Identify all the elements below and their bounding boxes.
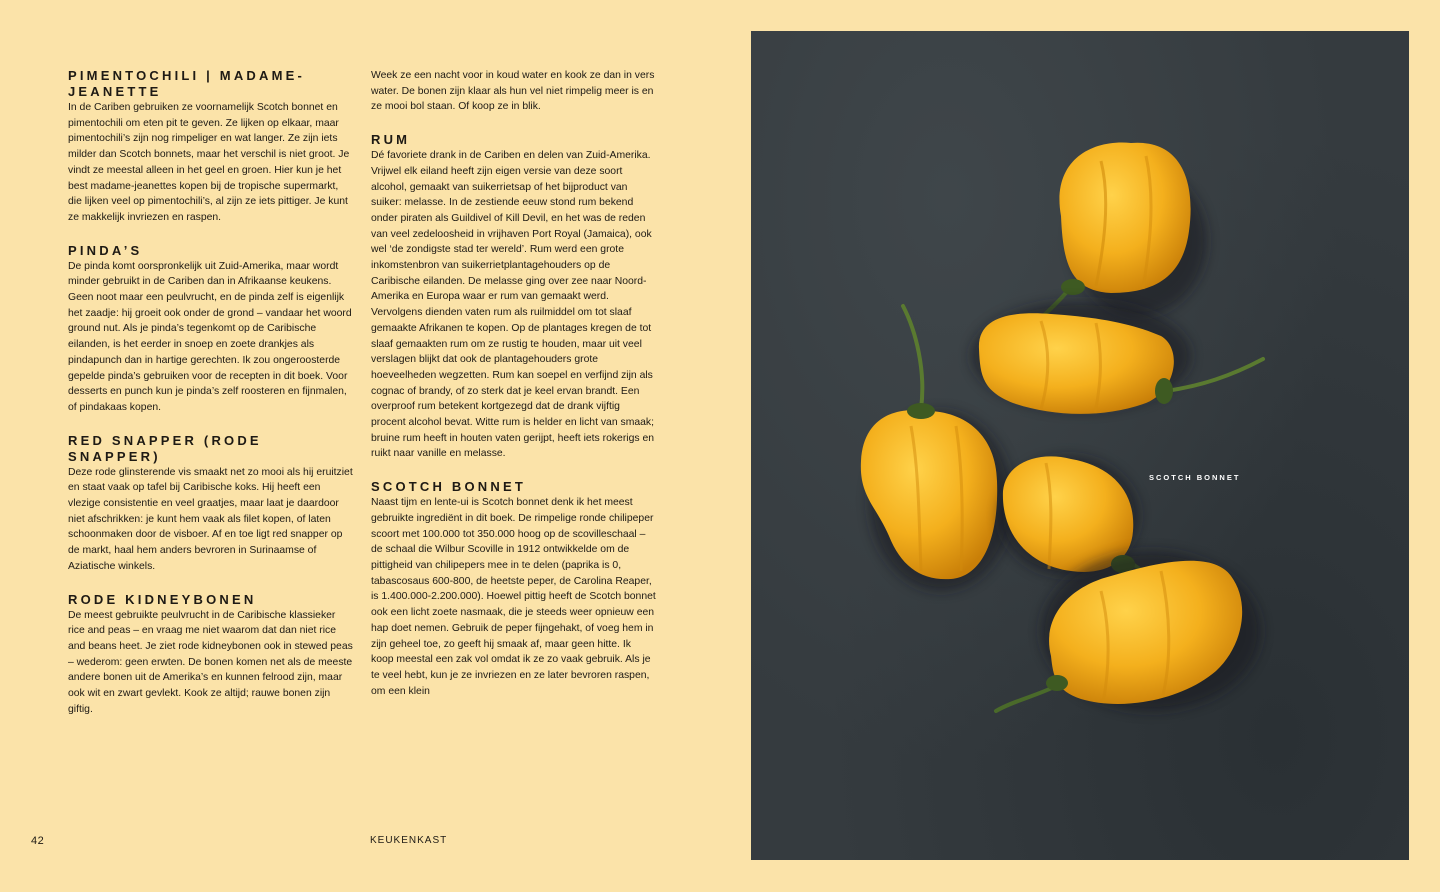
entry-heading: RED SNAPPER (RODE SNAPPER) [68, 432, 262, 464]
entry-body: De pinda komt oorspronkelijk uit Zuid-Amerika, maar wordt minder gebruikt in de Cariben dan in Afrikaanse keukens. Geen noot maar een peulvrucht, en de pinda zelf is eigenlijk het zaadje: hij groeit ook onder de grond – vandaar het woord ground nut. Als je pinda’s tegenkomt op de Caribische eilanden, is het eerder in snoep en zoete drankjes als pindapunch dan in hartige gerechten. Ik zou ongeroosterde gepelde pinda’s gebruiken voor de recepten in dit boek. Voor desserts en punch kun je pinda’s zelf roosteren en fijnmalen, of pindakaas kopen. [68, 260, 352, 413]
entry-body: Deze rode glinsterende vis smaakt net zo mooi als hij eruitziet en staat vaak op tafel bij Caribische koks. Hij heeft een vlezige consistentie en veel graatjes, maar laat je daardoor niet afschrikken: je kunt hem vaak als filet kopen, of laten schoonmaken door de visboer. Af en toe ligt red snapper op de markt, haal hem anders bevroren in Surinaamse of Aziatische winkels. [68, 466, 353, 572]
entry-heading: PIMENTOCHILI | MADAME-JEANETTE [68, 68, 306, 99]
entry-heading: SCOTCH BONNET [371, 479, 526, 495]
entry-red-snapper [68, 433, 353, 575]
entry-heading: RUM [371, 132, 411, 148]
pepper-bottom [996, 551, 1261, 711]
entry-pimentochili [68, 68, 353, 226]
entry-heading: RODE KIDNEYBONEN [68, 591, 257, 607]
middle-text-column [371, 68, 656, 716]
entry-rum [371, 132, 656, 462]
pepper-icon [751, 31, 1409, 860]
entry-body-continued: Week ze een nacht voor in koud water en kook ze dan in vers water. De bonen zijn klaar als hun vel niet rimpelig meer is en ze mooi bol staan. Of koop ze in blik. [371, 70, 655, 113]
page-number: 42 [31, 835, 45, 847]
photo-caption: SCOTCH BONNET [1149, 473, 1241, 482]
continued-text [371, 68, 656, 115]
entry-body: In de Cariben gebruiken ze voornamelijk Scotch bonnet en pimentochili om eten pit te geven. Ze lijken op elkaar, maar pimentochili’s zijn nog rimpeliger en wat langer. Ze zijn iets milder dan Scotch bonnets, maar het verschil is niet groot. Je vindt ze meestal alleen in het geel en groen. Hier kun je het best madame-jeanettes kopen bij de tropische supermarkt, die lijken veel op pimentochili’s, al zijn ze iets pittiger. Je kunt ze makkelijk invriezen en raspen. [68, 102, 350, 223]
entry-body: Naast tijm en lente-ui is Scotch bonnet denk ik het meest gebruikte ingrediënt in dit boek. De rimpelige ronde chilipeper scoort met 100.000 tot 350.000 hoog op de scovilleschaal – de schaal die Wilbur Scoville in 1912 ontwikkelde om de pittigheid van chilipepers mee in te delen (paprika is 0, tabascosaus 600-800, de heetste peper, de Carolina Reaper, is 1.400.000-2.200.000). Hoewel pittig heeft de Scotch bonnet ook een licht zoete nasmaak, die je steeds weer opnieuw een hap doet nemen. Gebruik de peper fijngehakt, of voeg hem in zijn geheel toe, zo geeft hij smaak af, maar geen hitte. Ik koop meestal een zak vol omdat ik ze zo vaak gebruik. Als je te veel hebt, kun je ze invriezen en ze later bevroren raspen, om een klein [371, 497, 656, 697]
running-footer: KEUKENKAST [370, 835, 448, 846]
entry-body: Dé favoriete drank in de Cariben en delen van Zuid-Amerika. Vrijwel elk eiland heeft zijn eigen versie van deze soort alcohol, gemaakt van suikerrietsap of het bijproduct van suiker: melasse. In de zestiende eeuw stond rum bekend onder piraten als Guildivel of Kill Devil, en het was de reden van veel zedeloosheid in vrijhaven Port Royal (Jamaica), ook wel ‘de zondigste stad ter wereld’. Rum werd een grote inkomstenbron van suikerrietplantagehouders op de Caribische eilanden. De melasse ging over zee naar Noord-Amerika en Europa waar er rum van gemaakt werd. Vervolgens dienden vaten rum als ruilmiddel om tot slaaf gemaakte Afrikanen te kopen. Op de plantages kregen de tot slaaf gemaakten rum om ze rustig te houden, maar uit veel verslagen blijkt dat ook de plantagehouders grote hoeveelheden wegzetten. Rum kan soepel en verfijnd zijn als cognac of brandy, of zo sterk dat je keel ervan brandt. Een overproof rum betekent kortgezegd dat de drank vijftig procent alcohol bevat. Witte rum is helder en licht van smaak; bruine rum heeft in houten vaten gerijpt, heeft iets rokerigs en ruikt naar vanille en melasse. [371, 150, 655, 460]
left-text-column [68, 68, 353, 735]
pepper-middle-right [971, 301, 1263, 414]
entry-rode-kidneybonen [68, 592, 353, 718]
entry-heading: PINDA’S [68, 242, 143, 258]
entry-scotch-bonnet [371, 479, 656, 699]
entry-body: De meest gebruikte peulvrucht in de Caribische klassieker rice and peas – en vraag me niet waarom dat dan niet rice and beans heet. Je ziet rode kidneybonen ook in stewed peas – wederom: geen erwten. De bonen komen net als de meeste andere bonen uit de Amerika’s en kunnen felrood zijn, maar ook wit en zwart gevlekt. Kook ze altijd; rauwe bonen zijn giftig. [68, 609, 353, 715]
scotch-bonnet-photo [751, 31, 1409, 860]
entry-pindas [68, 243, 353, 416]
